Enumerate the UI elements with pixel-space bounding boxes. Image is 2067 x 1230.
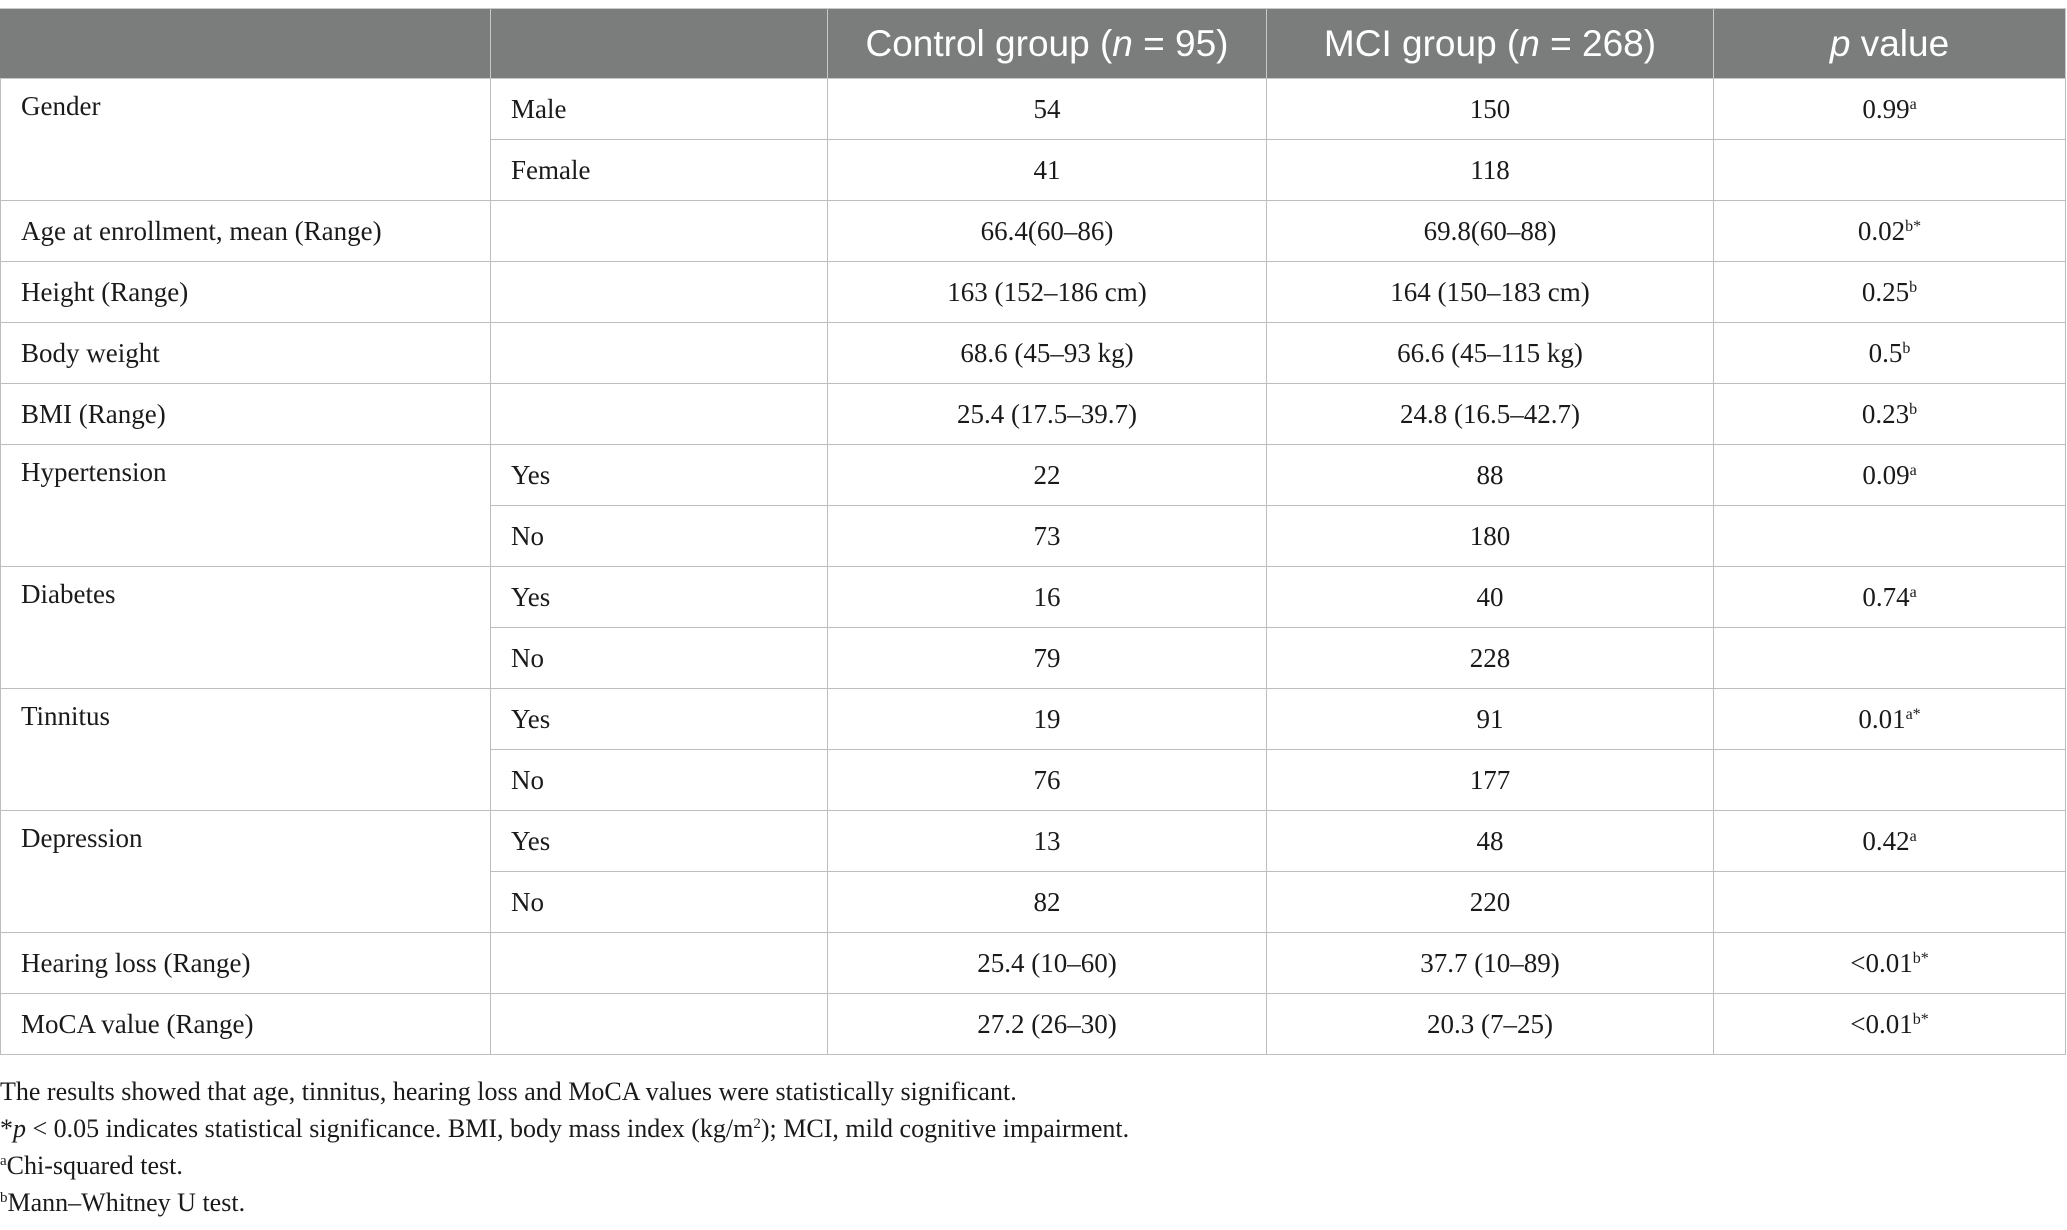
- cell-control: 16: [828, 567, 1267, 628]
- cell-mci: 220: [1267, 872, 1714, 933]
- cell-p-value: [1714, 628, 2066, 689]
- cell-mci: 150: [1267, 79, 1714, 140]
- cell-p-value: 0.5$^b$: [1714, 323, 2066, 384]
- cell-p-value: 0.09$^a$: [1714, 445, 2066, 506]
- cell-control: 13: [828, 811, 1267, 872]
- table-row: [1, 79, 2066, 140]
- cell-p-value: $0.02^{b*}$: [1714, 201, 2066, 262]
- category-no: No: [491, 750, 828, 811]
- cell-control: 73: [828, 506, 1267, 567]
- table-header-row: [1, 9, 2066, 79]
- table-row: [1, 567, 2066, 628]
- header-variable: [1, 9, 491, 79]
- category-no: No: [491, 872, 828, 933]
- category-empty: [491, 201, 828, 262]
- category-empty: [491, 994, 828, 1055]
- header-category: [491, 9, 828, 79]
- header-mci-group: MCI group (n = 268): [1267, 9, 1714, 79]
- row-label-body-weight: Body weight: [1, 323, 491, 384]
- table-footnotes: [0, 1073, 2060, 1221]
- row-label-bmi: BMI (Range): [1, 384, 491, 445]
- header-control-group: Control group (n = 95): [828, 9, 1267, 79]
- row-label-hearing-loss: Hearing loss (Range): [1, 933, 491, 994]
- cell-control: 66.4(60–86): [828, 201, 1267, 262]
- cell-mci: 40: [1267, 567, 1714, 628]
- cell-control: 41: [828, 140, 1267, 201]
- cell-mci: 69.8(60–88): [1267, 201, 1714, 262]
- category-male: Male: [491, 79, 828, 140]
- cell-p-value: [1714, 872, 2066, 933]
- row-label-hypertension: Hypertension: [1, 445, 491, 567]
- cell-mci: 66.6 (45–115 kg): [1267, 323, 1714, 384]
- cell-control: 19: [828, 689, 1267, 750]
- cell-mci: 48: [1267, 811, 1714, 872]
- category-yes: Yes: [491, 811, 828, 872]
- footnote-mann-whitney: $^b$Mann–Whitney U test.: [0, 1188, 246, 1217]
- footnote-significance: *p < 0.05 indicates statistical significance. BMI, body mass index $(kg/m^2)$; MCI, mild cognitive impairment.: [0, 1114, 1130, 1143]
- table-row: [1, 933, 2066, 994]
- cell-mci: 88: [1267, 445, 1714, 506]
- row-label-diabetes: Diabetes: [1, 567, 491, 689]
- row-label-depression: Depression: [1, 811, 491, 933]
- category-empty: [491, 384, 828, 445]
- cell-mci: 164 (150–183 cm): [1267, 262, 1714, 323]
- cell-mci: 91: [1267, 689, 1714, 750]
- cell-mci: 180: [1267, 506, 1714, 567]
- cell-mci: 118: [1267, 140, 1714, 201]
- cell-mci: 37.7 (10–89): [1267, 933, 1714, 994]
- header-p-value: p value: [1714, 9, 2066, 79]
- cell-control: 68.6 (45–93 kg): [828, 323, 1267, 384]
- row-label-height: Height (Range): [1, 262, 491, 323]
- cell-control: 25.4 (10–60): [828, 933, 1267, 994]
- table-row: [1, 323, 2066, 384]
- cell-mci: 228: [1267, 628, 1714, 689]
- table-row: [1, 994, 2066, 1055]
- cell-mci: 20.3 (7–25): [1267, 994, 1714, 1055]
- category-empty: [491, 323, 828, 384]
- category-yes: Yes: [491, 567, 828, 628]
- cell-p-value: 0.99$^a$: [1714, 79, 2066, 140]
- category-empty: [491, 933, 828, 994]
- footnote-summary: The results showed that age, tinnitus, hearing loss and MoCA values were statistically significant.: [0, 1077, 1017, 1106]
- cell-control: 22: [828, 445, 1267, 506]
- cell-p-value: $<0.01^{b*}$: [1714, 933, 2066, 994]
- cell-control: 79: [828, 628, 1267, 689]
- table-row: [1, 201, 2066, 262]
- cell-p-value: $<0.01^{b*}$: [1714, 994, 2066, 1055]
- cell-control: 54: [828, 79, 1267, 140]
- cell-control: 82: [828, 872, 1267, 933]
- row-label-age: Age at enrollment, mean (Range): [1, 201, 491, 262]
- cell-p-value: 0.74$^a$: [1714, 567, 2066, 628]
- cell-control: 76: [828, 750, 1267, 811]
- table-row: [1, 445, 2066, 506]
- category-no: No: [491, 628, 828, 689]
- table-row: [1, 384, 2066, 445]
- cell-p-value: [1714, 140, 2066, 201]
- category-yes: Yes: [491, 689, 828, 750]
- table-row: [1, 811, 2066, 872]
- cell-p-value: 0.25$^b$: [1714, 262, 2066, 323]
- cell-mci: 177: [1267, 750, 1714, 811]
- cell-control: 27.2 (26–30): [828, 994, 1267, 1055]
- footnote-chi-squared: $^a$Chi-squared test.: [0, 1151, 183, 1180]
- cell-p-value: [1714, 506, 2066, 567]
- row-label-moca: MoCA value (Range): [1, 994, 491, 1055]
- cell-p-value: [1714, 750, 2066, 811]
- category-female: Female: [491, 140, 828, 201]
- cell-p-value: $0.01^{a*}$: [1714, 689, 2066, 750]
- cell-mci: 24.8 (16.5–42.7): [1267, 384, 1714, 445]
- demographics-table: [0, 8, 2066, 1055]
- row-label-gender: Gender: [1, 79, 491, 201]
- category-empty: [491, 262, 828, 323]
- table-row: [1, 689, 2066, 750]
- cell-p-value: 0.23$^b$: [1714, 384, 2066, 445]
- row-label-tinnitus: Tinnitus: [1, 689, 491, 811]
- cell-p-value: 0.42$^a$: [1714, 811, 2066, 872]
- category-yes: Yes: [491, 445, 828, 506]
- category-no: No: [491, 506, 828, 567]
- table-row: [1, 262, 2066, 323]
- cell-control: 163 (152–186 cm): [828, 262, 1267, 323]
- cell-control: 25.4 (17.5–39.7): [828, 384, 1267, 445]
